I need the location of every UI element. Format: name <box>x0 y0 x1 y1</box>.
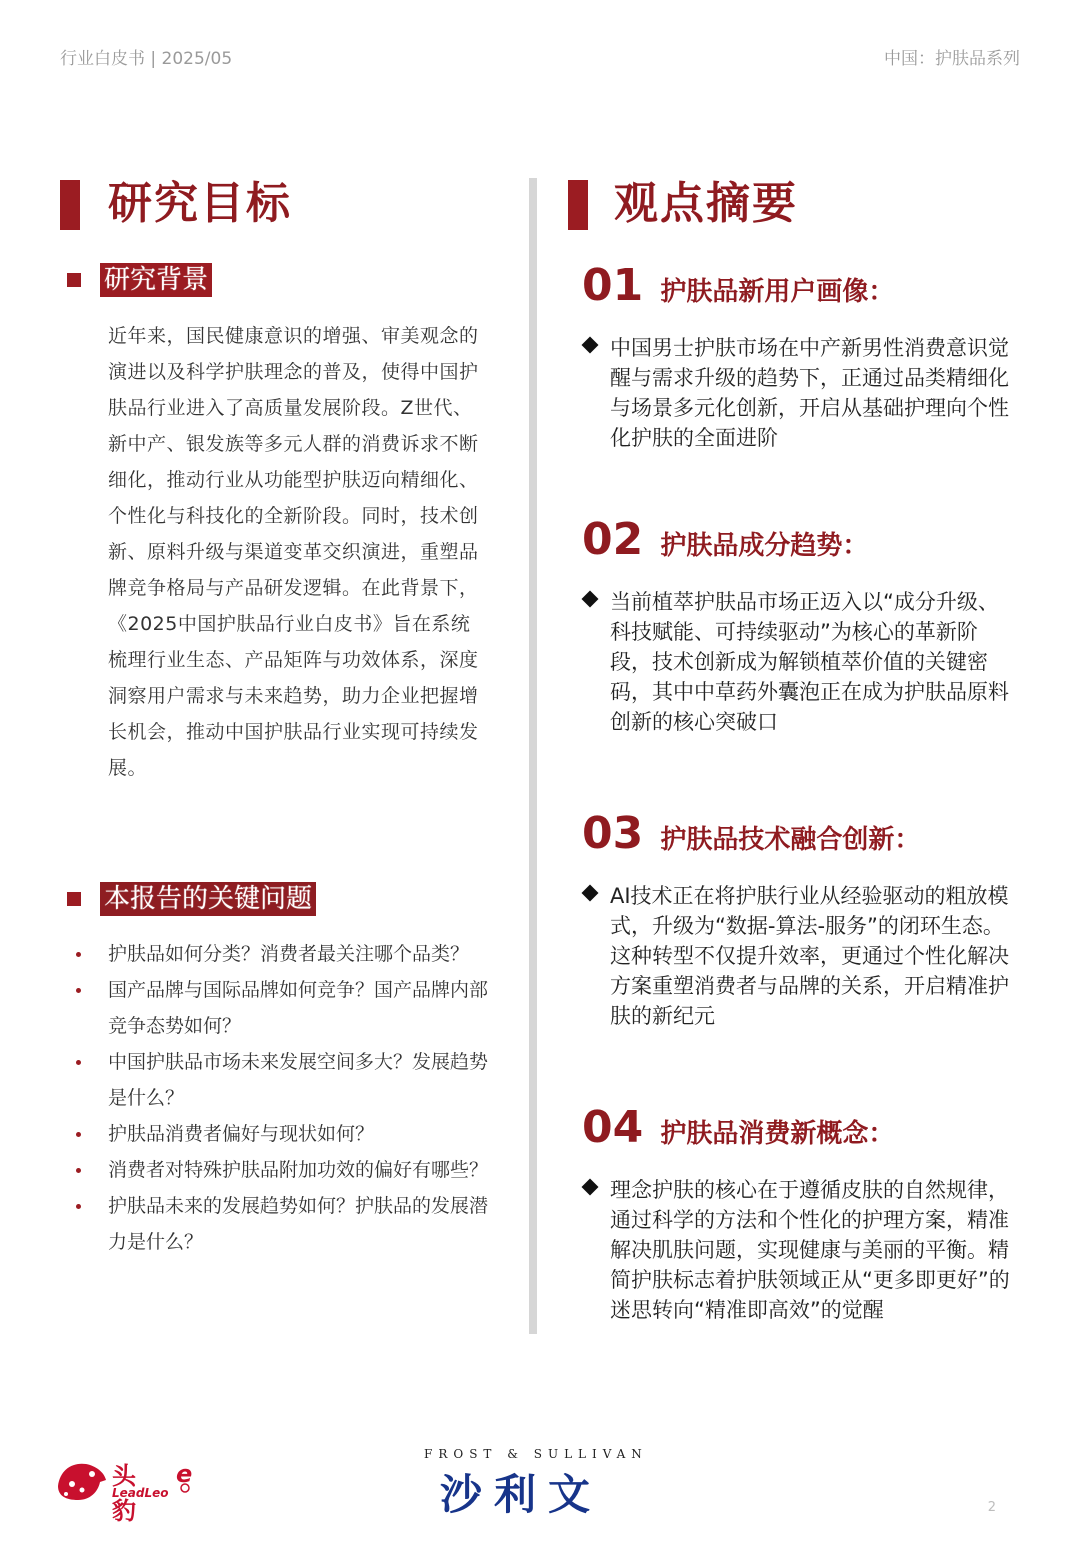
header-right: 中国：护肤品系列 <box>884 49 1020 69</box>
point-body: 中国男士护肤市场在中产新男性消费意识觉醒与需求升级的趋势下，正通过品类精细化与场景多元化创新，开启从基础护理向个性化护肤的全面进阶 <box>584 333 1014 453</box>
point-title: 护肤品技术融合创新： <box>660 825 921 855</box>
research-goal-title: 研究目标 <box>108 178 292 229</box>
leopard-icon <box>54 1456 108 1504</box>
point-number: 02 <box>582 514 644 565</box>
list-item: 护肤品未来的发展趋势如何？护肤品的发展潜力是什么？ <box>70 1188 500 1260</box>
point-heading <box>582 262 894 316</box>
bullet-dot-icon <box>76 1132 81 1137</box>
list-item: 消费者对特殊护肤品附加功效的偏好有哪些？ <box>70 1152 500 1188</box>
point-title: 护肤品新用户画像： <box>660 277 895 307</box>
research-background-text: 近年来，国民健康意识的增强、审美观念的演进以及科学护肤理念的普及，使得中国护肤品行业进入了高质量发展阶段。Z世代、新中产、银发族等多元人群的消费诉求不断细化，推动行业从功能型护肤迈向精细化、个性化与科技化的全新阶段。同时，技术创新、原料升级与渠道变革交织演进，重塑品牌竞争格局与产品研发逻辑。在此背景下，《2025中国护肤品行业白皮书》旨在系统梳理行业生态、产品矩阵与功效体系，深度洞察用户需求与未来趋势，助力企业把握增长机会，推动中国护肤品行业实现可持续发展。 <box>108 325 479 779</box>
header-left: 行业白皮书 | 2025/05 <box>60 49 233 69</box>
point-title: 护肤品消费新概念： <box>660 1119 895 1149</box>
bullet-dot-icon <box>76 1060 81 1065</box>
key-questions-list <box>70 936 500 1260</box>
research-background-title: 研究背景 <box>100 263 212 297</box>
list-item: 国产品牌与国际品牌如何竞争？国产品牌内部竞争态势如何？ <box>70 972 500 1044</box>
point-number: 01 <box>582 260 644 311</box>
svg-text:e: e <box>176 1460 193 1488</box>
leadleo-cn: 头豹 <box>112 1462 136 1525</box>
point-heading <box>582 1104 894 1158</box>
bullet-dot-icon <box>76 1168 81 1173</box>
point-body: 当前植萃护肤品市场正迈入以“成分升级、科技赋能、可持续驱动”为核心的革新阶段，技术创新成为解锁植萃价值的关键密码，其中中草药外囊泡正在成为护肤品原料创新的核心突破口 <box>584 587 1014 737</box>
list-item: 护肤品消费者偏好与现状如何？ <box>70 1116 500 1152</box>
point-body: 理念护肤的核心在于遵循皮肤的自然规律，通过科学的方法和个性化的护理方案，精准解决肌肤问题，实现健康与美丽的平衡。精简护肤标志着护肤领域正从“更多即更好”的迷思转向“精准即高效”的觉醒 <box>584 1175 1014 1325</box>
point-number: 03 <box>582 808 644 859</box>
square-bullet-icon <box>67 892 81 906</box>
column-divider <box>529 178 537 1334</box>
list-item: 中国护肤品市场未来发展空间多大？发展趋势是什么？ <box>70 1044 500 1116</box>
point-body: AI技术正在将护肤行业从经验驱动的粗放模式，升级为“数据-算法-服务”的闭环生态。这种转型不仅提升效率，更通过个性化解决方案重塑消费者与品牌的关系，开启精准护肤的新纪元 <box>584 881 1014 1031</box>
leadleo-en: LeadLeo <box>112 1486 169 1500</box>
section-bar-icon <box>568 180 588 230</box>
key-questions-title: 本报告的关键问题 <box>100 882 316 916</box>
point-heading <box>582 516 868 570</box>
summary-title: 观点摘要 <box>614 178 798 229</box>
section-bar-icon <box>60 180 80 230</box>
square-bullet-icon <box>67 273 81 287</box>
point-heading <box>582 810 920 864</box>
frost-sullivan-cn: 沙利文 <box>440 1470 603 1519</box>
bullet-dot-icon <box>76 1204 81 1209</box>
page-number: 2 <box>987 1500 996 1515</box>
point-number: 04 <box>582 1102 644 1153</box>
bullet-dot-icon <box>76 988 81 993</box>
bullet-dot-icon <box>76 952 81 957</box>
list-item: 护肤品如何分类？消费者最关注哪个品类？ <box>70 936 500 972</box>
frost-sullivan-en: FROST & SULLIVAN <box>424 1447 648 1461</box>
leadleo-e-icon <box>174 1460 196 1494</box>
point-title: 护肤品成分趋势： <box>660 531 869 561</box>
